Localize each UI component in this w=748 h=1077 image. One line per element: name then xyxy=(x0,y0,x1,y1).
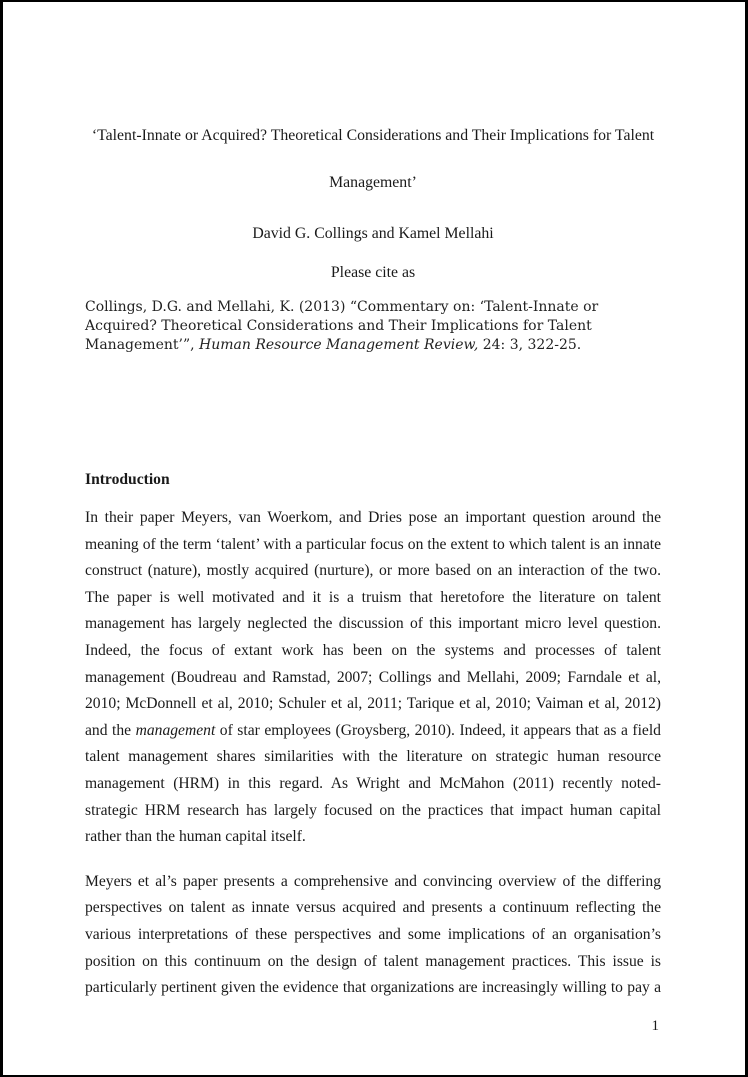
paragraph-1 xyxy=(85,505,661,851)
citation-text-before: Collings, D.G. and Mellahi, K. (2013) “Commentary on: ‘Talent-Innate or Acquired? Theoretical Considerations and Their Implications for Talent Management’”, xyxy=(85,299,599,353)
authors-line: David G. Collings and Kamel Mellahi xyxy=(252,225,494,242)
paper-title-line2: Management’ xyxy=(329,174,417,191)
paper-title-line1: ‘Talent-Innate or Acquired? Theoretical Considerations and Their Implications for Talent xyxy=(91,127,655,144)
section-heading-introduction: Introduction xyxy=(85,471,170,488)
citation-block xyxy=(85,298,661,355)
paragraph-1-italic-word: management xyxy=(135,721,216,739)
paper-title xyxy=(85,112,661,206)
paragraph-2: Meyers et al’s paper presents a comprehensive and convincing overview of the differing perspectives on talent as innate versus acquired and presents a continuum reflecting the various interpretations of these perspectives and some implications of an organisation’s position on this continuum on the design of talent management practices. This issue is particularly pertinent given the evidence that organizations are increasingly willing to pay a xyxy=(85,872,661,997)
paragraph-1-text-before: In their paper Meyers, van Woerkom, and Dries pose an important question around the meaning of the term ‘talent’ with a particular focus on the extent to which talent is an innate construct (nature), mostly acquired (nurture), or more based on an interaction of the two. The paper is well motivated and it is a truism that heretofore the literature on talent management has largely neglected the discussion of this important micro level question. Indeed, the focus of extant work has been on the systems and processes of talent management (Boudreau and Ramstad, 2007; Collings and Mellahi, 2009; Farndale et al, 2010; McDonnell et al, 2010; Schuler et al, 2011; Tarique et al, 2010; Vaiman et al, 2012) and the xyxy=(85,509,661,739)
paragraph-1-text-after: of star employees (Groysberg, 2010). Indeed, it appears that as a field talent management shares similarities with the literature on strategic human resource management (HRM) in this regard. As Wright and McMahon (2011) recently noted-strategic HRM research has largely focused on the practices that impact human capital rather than the human capital itself. xyxy=(85,721,661,846)
citation-journal-name: Human Resource Management Review, xyxy=(199,337,479,353)
page-content xyxy=(3,112,745,1002)
citation-text-after: 24: 3, 322-25. xyxy=(478,337,582,353)
page-number: 1 xyxy=(651,1018,659,1034)
cite-as-label: Please cite as xyxy=(330,264,416,281)
